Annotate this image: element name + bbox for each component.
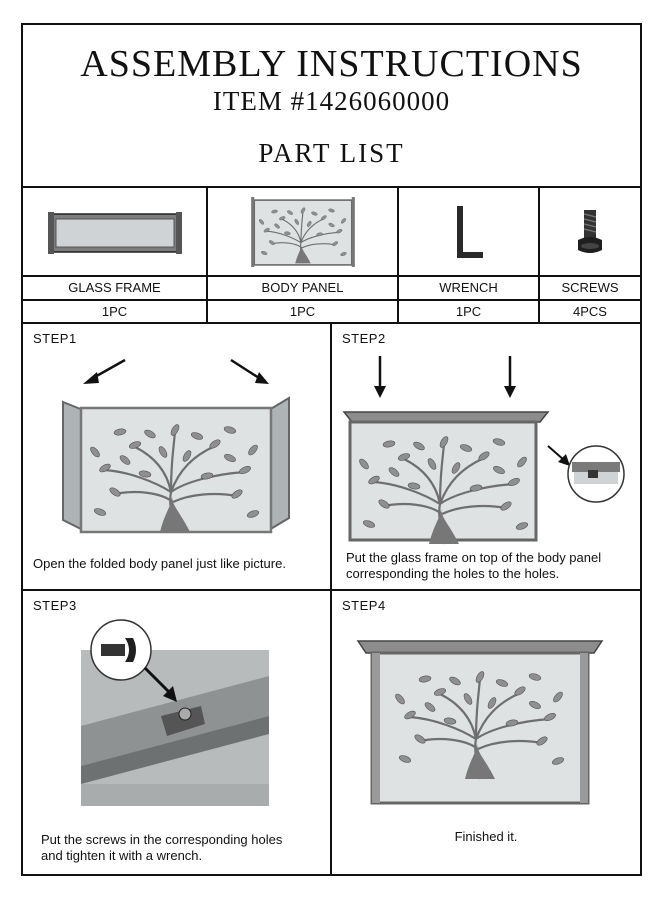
step-instruction: Open the folded body panel just like picture. [33,556,286,571]
step-3-illustration [81,616,271,806]
part-body-panel [208,188,399,322]
step-2 [332,324,640,589]
instruction-sheet [21,23,642,876]
step-4-illustration [356,635,606,807]
step-instruction-line-2: and tighten it with a wrench. [41,848,203,863]
part-name: BODY PANEL [208,277,397,301]
step-3 [23,591,330,874]
part-name: SCREWS [540,277,640,301]
step-1 [23,324,330,589]
part-name: GLASS FRAME [23,277,206,301]
step-4 [332,591,640,874]
item-number: ITEM #1426060000 [212,86,451,116]
step-label: STEP3 [33,598,77,613]
parts-table [23,188,640,324]
body-panel-icon [208,188,397,277]
screw-icon [540,188,640,277]
step-instruction-line-1: Put the glass frame on top of the body panel [346,550,602,565]
document-title: ASSEMBLY INSTRUCTIONS [80,43,583,85]
glass-frame-icon [23,188,206,277]
part-qty: 4PCS [573,304,607,319]
steps-grid [23,324,640,874]
step-label: STEP1 [33,331,77,346]
part-wrench [399,188,540,322]
step-instruction-line-2: corresponding the holes to the holes. [346,566,560,581]
step-label: STEP4 [342,598,386,613]
part-list-heading: PART LIST [258,138,405,168]
part-screws [540,188,640,322]
step-instruction-line-1: Put the screws in the corresponding holes [41,832,283,847]
step-2-illustration [338,350,634,546]
part-qty: 1PC [101,304,128,319]
part-qty: 1PC [289,304,316,319]
step-instruction: Finished it. [454,829,518,844]
part-glass-frame [23,188,208,322]
part-qty: 1PC [455,304,482,319]
title-area [23,25,640,188]
step-label: STEP2 [342,331,386,346]
wrench-icon [399,188,538,277]
step-1-illustration [53,350,303,540]
part-name: WRENCH [399,277,538,301]
